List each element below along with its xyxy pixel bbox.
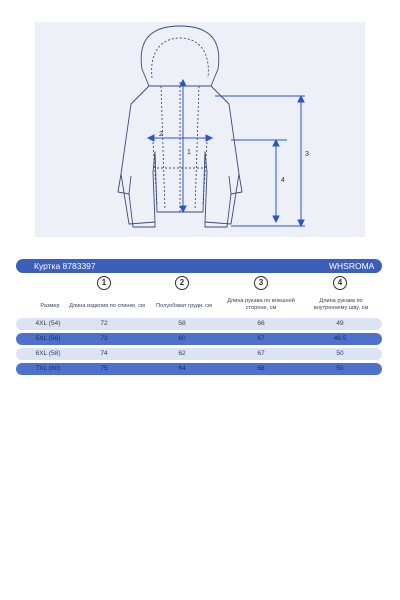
product-title: Куртка 8783397: [34, 261, 96, 271]
measure-label-1: 1: [187, 149, 191, 156]
length-cell: 74: [100, 350, 108, 357]
measure-label-2: 2: [159, 131, 163, 138]
chest-cell: 62: [178, 350, 186, 357]
size-column-header: Размер: [40, 303, 60, 309]
table-row: [16, 333, 382, 345]
chest-cell: 60: [178, 335, 186, 342]
brand-name: WHSROMA: [329, 261, 375, 271]
length-cell: 75: [100, 365, 108, 372]
inner-sleeve-cell: 49: [336, 320, 344, 327]
size-cell: 4XL (54): [35, 320, 61, 327]
hood-outline: [141, 26, 219, 86]
column-label-3: Длина рукава по внешней стороне, см: [227, 298, 295, 311]
jacket-sketch: [35, 22, 365, 237]
table-row: [16, 318, 382, 330]
measure-label-3: 3: [305, 151, 309, 158]
inner-sleeve-cell: 50: [336, 365, 344, 372]
size-cell: 7XL (60): [35, 365, 61, 372]
size-cell: 6XL (58): [35, 350, 61, 357]
outer-sleeve-cell: 67: [257, 350, 265, 357]
measure-label-4: 4: [281, 177, 285, 184]
length-cell: 72: [100, 320, 108, 327]
column-number-3: 3: [254, 276, 268, 290]
size-cell: 5XL (56): [35, 335, 61, 342]
column-number-2: 2: [175, 276, 189, 290]
table-row: [16, 363, 382, 375]
column-number-1: 1: [97, 276, 111, 290]
column-label-2: Полуобхват груди, см: [156, 303, 212, 309]
chest-cell: 64: [178, 365, 186, 372]
length-cell: 73: [100, 335, 108, 342]
outer-sleeve-cell: 66: [257, 320, 265, 327]
column-number-4: 4: [333, 276, 347, 290]
table-row: [16, 348, 382, 360]
jacket-sketch-panel: [35, 22, 365, 237]
chest-cell: 58: [178, 320, 186, 327]
outer-sleeve-cell: 67: [257, 335, 265, 342]
inner-sleeve-cell: 49,5: [333, 335, 347, 342]
inner-sleeve-cell: 50: [336, 350, 344, 357]
outer-sleeve-cell: 68: [257, 365, 265, 372]
column-label-4: Длина рукава по внутреннему шву, см: [313, 298, 369, 311]
column-label-1: Длина изделия по спинке, см: [69, 303, 145, 309]
